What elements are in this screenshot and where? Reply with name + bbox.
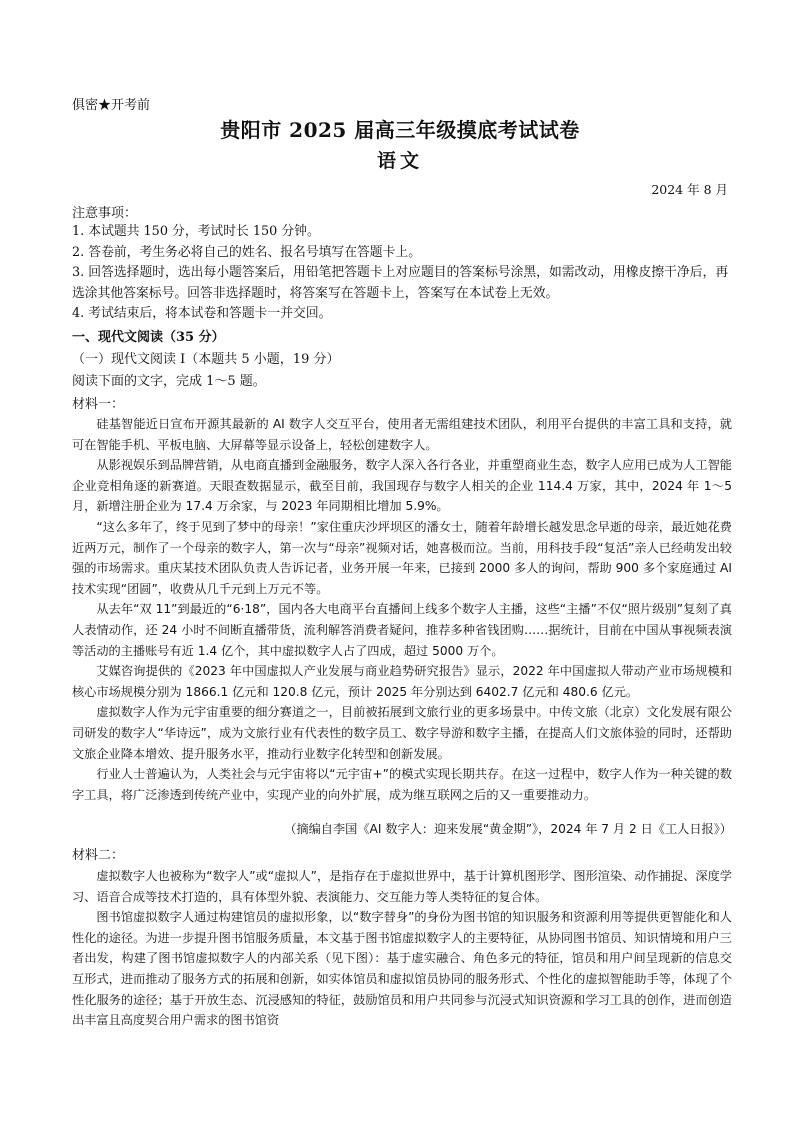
paragraph: 艾媒咨询提供的《2023 年中国虚拟人产业发展与商业趋势研究报告》显示，2022 年中国虚拟人带动产业市场规模和核心市场规模分别为 1866.1 亿元和 120.8 亿元，预计 2025 年分别达到 6402.7 亿元和 480.6 亿元。 bbox=[72, 664, 732, 699]
note-item: 2. 答卷前，考生务必将自己的姓名、报名号填写在答题卡上。 bbox=[72, 244, 421, 260]
paragraph: 从去年“双 11”到最近的“6·18”，国内各大电商平台直播间上线多个数字人主播，这些“主播”不仅“照片级别”复刻了真人表情动作，还 24 小时不间断直播带货，流利解答消费者疑问，推荐多种省钱团购……据统计，目前在中国从事视频表演等活动的主播账号有近 1.4 亿个，其中虚拟数字人占了四成，超过 5000 万个。 bbox=[72, 602, 732, 658]
paragraph: “这么多年了，终于见到了梦中的母亲！”家住重庆沙坪坝区的潘女士，随着年龄增长越发思念早逝的母亲，最近她花费近两万元，制作了一个母亲的数字人，第一次与“母亲”视频对话，她喜极而泣。当前，用科技手段“复活”亲人已经萌发出较强的市场需求。重庆某技术团队负责人告诉记者，业务开展一年来，已接到 2000 多人的询问，帮助 900 多个家庭通过 AI 技术实现“团圆”，收费从几千元到上万元不等。 bbox=[72, 519, 732, 596]
paragraph: 硅基智能近日宣布开源其最新的 AI 数字人交互平台，使用者无需组建技术团队，利用平台提供的丰富工具和支持，就可在智能手机、平板电脑、大屏幕等显示设备上，轻松创建数字人。 bbox=[72, 417, 732, 452]
notes-list bbox=[72, 222, 732, 325]
paragraph: 虚拟数字人作为元宇宙重要的细分赛道之一，目前被拓展到文旅行业的更多场景中。中传文旅（北京）文化发展有限公司研发的数字人“华诗远”，成为文旅行业有代表性的数字员工、数字导游和数字主播，在提高人们文旅体验的同时，还帮助文旅企业降本增效、提升服务水平，推动行业数字化转型和创新发展。 bbox=[72, 705, 732, 761]
material-one-source: （摘编自李国《AI 数字人：迎来发展“黄金期”》，2024 年 7 月 2 日《工人日报》） bbox=[284, 822, 732, 836]
sub-section-heading: （一）现代文阅读 I（本题共 5 小题，19 分） bbox=[72, 352, 340, 367]
paragraph: 图书馆虚拟数字人通过构建馆员的虚拟形象，以“数字替身”的身份为图书馆的知识服务和资源利用等提供更智能化和人性化的途径。为进一步提升图书馆服务质量，本文基于图书馆虚拟数字人的主要特征，从协同图书馆员、知识情境和用户三者出发，构建了图书馆虚拟数字人的内部关系（见下图）：基于虚实融合、角色多元的特征，馆员和用户间呈现新的信息交互形式，进而推动了服务方式的拓展和创新，如实体馆员和虚拟馆员协同的服务形式、个性化的虚拟智能助手等，体现了个性化服务的途径；基于开放生态、沉浸感知的特征，鼓励馆员和用户共同参与沉浸式知识资源和学习工具的创作，进而创造出丰富且高度契合用户需求的图书馆资 bbox=[72, 910, 732, 1028]
note-item: 1. 本试题共 150 分，考试时长 150 分钟。 bbox=[72, 224, 320, 239]
note-item: 4. 考试结束后，将本试卷和答题卡一并交回。 bbox=[72, 306, 332, 321]
confidential-label: 俱密★开考前 bbox=[72, 97, 151, 112]
paragraph: 行业人士普遍认为，人类社会与元宇宙将以“元宇宙+”的模式实现长期共存。在这一过程中，数字人作为一种关键的数字工具，将广泛渗透到传统产业中，实现产业的向外扩展，成为继互联网之后的又一重要推动力。 bbox=[72, 767, 732, 802]
material-two-label: 材料二： bbox=[72, 848, 125, 863]
exam-date: 2024 年 8 月 bbox=[651, 182, 728, 197]
exam-title: 贵阳市 2025 届高三年级摸底考试试卷 bbox=[220, 118, 580, 142]
material-one-label: 材料一： bbox=[72, 397, 125, 412]
subject-title: 语文 bbox=[376, 150, 423, 172]
material-two-text bbox=[72, 866, 732, 1031]
material-one-text bbox=[72, 414, 732, 805]
notes-title: 注意事项： bbox=[72, 206, 138, 221]
reading-instruction: 阅读下面的文字，完成 1～5 题。 bbox=[72, 374, 266, 389]
paragraph: 从影视娱乐到品牌营销，从电商直播到金融服务，数字人深入各行各业，并重塑商业生态，数字人应用已成为人工智能企业竞相角逐的新赛道。天眼查数据显示，截至目前，我国现存与数字人相关的企业 114.4 万家，其中，2024 年 1～5 月，新增注册企业为 17.4 万余家，与 2023 年同期相比增加 5.9%。 bbox=[72, 458, 732, 514]
section-heading: 一、现代文阅读（35 分） bbox=[72, 330, 225, 345]
note-item: 3. 回答选择题时，选出每小题答案后，用铅笔把答题卡上对应题目的答案标号涂黑，如需改动，用橡皮擦干净后，再选涂其他答案标号。回答非选择题时，将答案写在答题卡上，答案写在本试卷上无效。 bbox=[72, 265, 729, 301]
paragraph: 虚拟数字人也被称为“数字人”或“虚拟人”，是指存在于虚拟世界中，基于计算机图形学、图形渲染、动作捕捉、深度学习、语音合成等技术打造的，具有体型外貌、表演能力、交互能力等人类特征的复合体。 bbox=[72, 869, 732, 904]
